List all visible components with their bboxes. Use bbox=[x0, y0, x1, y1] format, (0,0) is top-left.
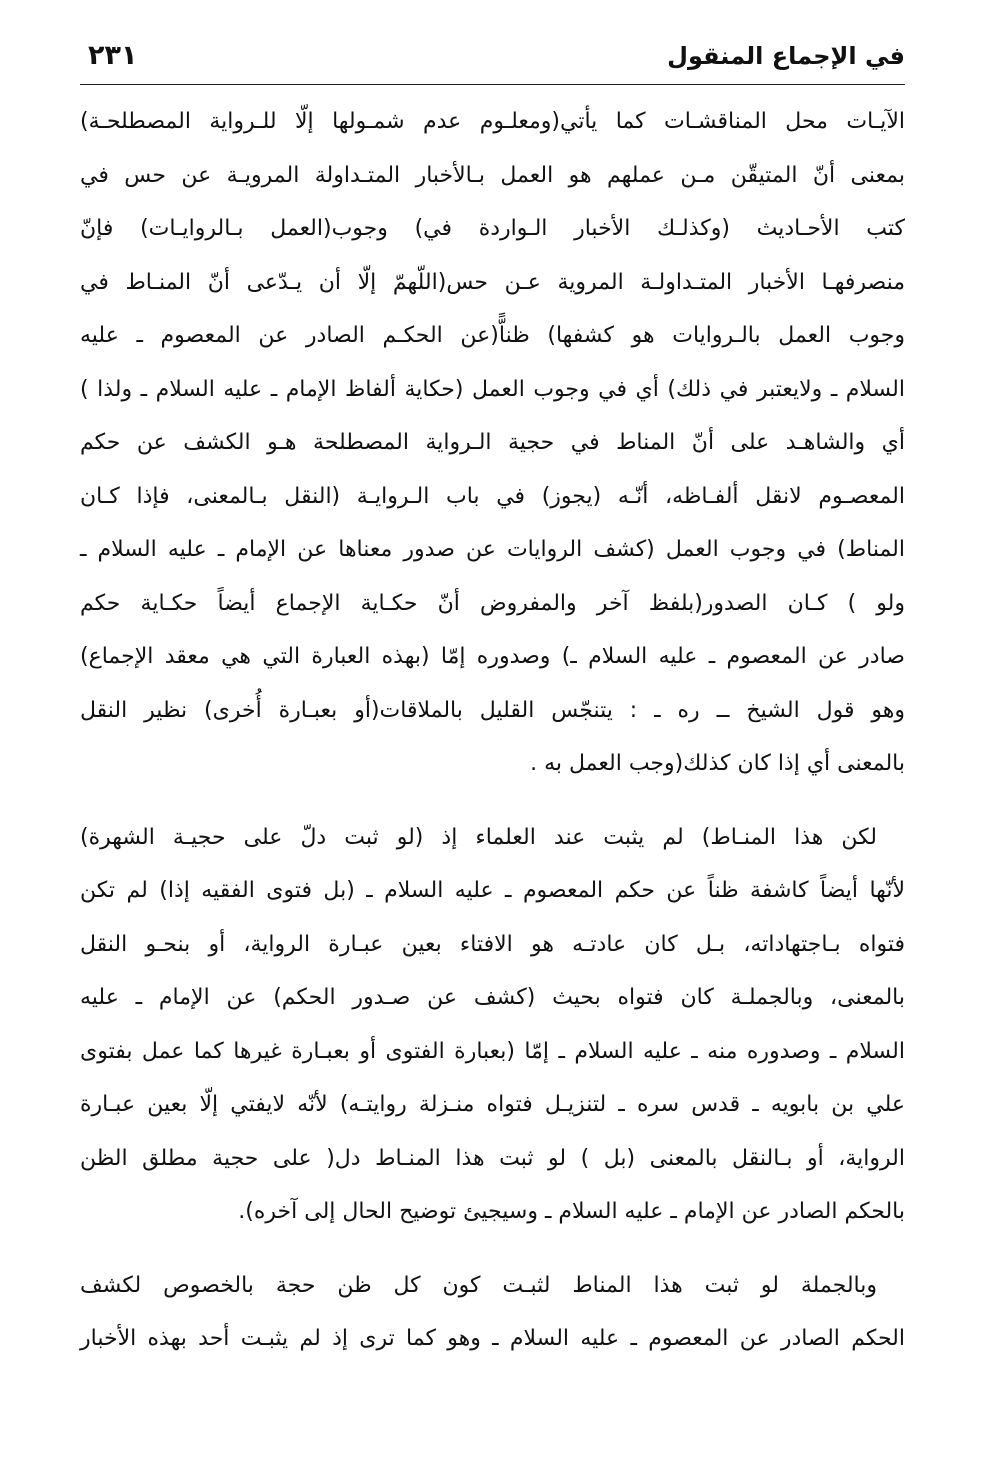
text-line: الحكم الصادر عن المعصوم ـ عليه السلام ـ وهو كما ترى إذ لم يثبـت أحد بهذه الأخبار bbox=[80, 1326, 905, 1351]
text-line: وبالجملة لو ثبت هذا المناط لثبـت كون كل ظن حجة بالخصوص لكشف bbox=[80, 1272, 877, 1298]
text-line: الآيـات محل المناقشـات كما يأتي(ومعلـوم عدم شمـولها إلّا للـرواية المصطلحـة) bbox=[80, 109, 905, 134]
text-line: علي بن بابويه ـ قدس سره ـ لتنزيـل فتواه منـزلة روايتـه) لأنّه لايفتي إلّا بعين عبـارة bbox=[80, 1092, 905, 1117]
paragraph-3 bbox=[80, 1259, 905, 1366]
text-line: بالمعنى أي إذا كان كذلك(وجب العمل به . bbox=[530, 751, 905, 776]
page-header bbox=[80, 38, 905, 85]
text-line: المناط) في وجوب العمل (كشف الروايات عن صدور معناها عن الإمام ـ عليه السلام ـ bbox=[80, 537, 905, 562]
text-line: صادر عن المعصوم ـ عليه السلام ـ) وصدوره إمّا (بهذه العبارة التي هي معقد الإجماع) bbox=[80, 644, 905, 669]
text-line: فتواه بـاجتهاداته، بـل كان عادتـه هو الافتاء بعين عبـارة الرواية، أو بنحـو النقل bbox=[80, 931, 905, 957]
text-line: وهو قول الشيخ ــ ره ـ : يتنجّس القليل بالملاقات(أو بعبـارة أُخرى) نظير النقل bbox=[80, 697, 905, 723]
page-number: ٢٣١ bbox=[88, 40, 138, 71]
text-line: بالحكم الصادر عن الإمام ـ عليه السلام ـ وسيجيئ توضيح الحال إلى آخره). bbox=[238, 1199, 905, 1224]
text-line: المعصـوم لانقل ألفـاظه، أنّـه (يجوز) في باب الـروايـة (النقل بـالمعنى، فإذا كـان bbox=[80, 483, 905, 509]
body-text bbox=[80, 95, 905, 1366]
text-line: ولو ) كـان الصدور(بلفظ آخر والمفروض أنّ حكـاية الإجماع أيضاً حكـاية حكم bbox=[80, 590, 905, 616]
text-line: بمعنى أنّ المتيقّن مـن عملهم هو العمل بـالأخبار المتـداولة المرويـة عن حس في bbox=[80, 162, 905, 188]
text-line: منصرفهـا الأخبار المتـداولـة المروية عـن حس(اللّهمّ إلّا أن يـدّعى أنّ المنـاط في bbox=[80, 269, 905, 295]
text-line: لأنّها أيضاً كاشفة ظناً عن حكم المعصوم ـ عليه السلام ـ (بل فتوى الفقيه إذا) لم تكن bbox=[80, 878, 905, 903]
text-line: السلام ـ وصدوره منه ـ عليه السلام ـ إمّا (بعبارة الفتوى أو بعبـارة غيرها كما عمل بفتوى bbox=[80, 1038, 905, 1064]
running-title: في الإجماع المنقول bbox=[667, 42, 905, 70]
book-page bbox=[80, 38, 905, 1434]
paragraph-2 bbox=[80, 811, 905, 1239]
paragraph-1 bbox=[80, 95, 905, 791]
text-line: الرواية، أو بـالنقل بالمعنى (بل ) لو ثبت هذا المنـاط دل( على حجية مطلق الظن bbox=[80, 1145, 905, 1171]
text-line: وجوب العمل بالـروايات هو كشفها) ظناًّ(عن الحكـم الصادر عن المعصوم ـ عليه bbox=[80, 323, 905, 348]
text-line: بالمعنى، وبالجملـة كان فتواه بحيث (كشف عن صـدور الحكم) عن الإمام ـ عليه bbox=[80, 985, 905, 1010]
text-line: أي والشاهـد على أنّ المناط في حجية الـرواية المصطلحة هـو الكشف عن حكم bbox=[80, 430, 905, 455]
text-line: كتب الأحـاديث (وكذلـك الأخبار الـواردة في) وجوب(العمل بـالروايـات) فإنّ bbox=[80, 216, 905, 241]
text-line: لكن هذا المنـاط) لم يثبت عند العلماء إذ (لو ثبت دلّ على حجيـة الشهرة) bbox=[80, 824, 877, 850]
text-line: السلام ـ ولايعتبر في ذلك) أي في وجوب العمل (حكاية ألفاظ الإمام ـ عليه السلام ـ ولذا ) bbox=[80, 376, 905, 402]
